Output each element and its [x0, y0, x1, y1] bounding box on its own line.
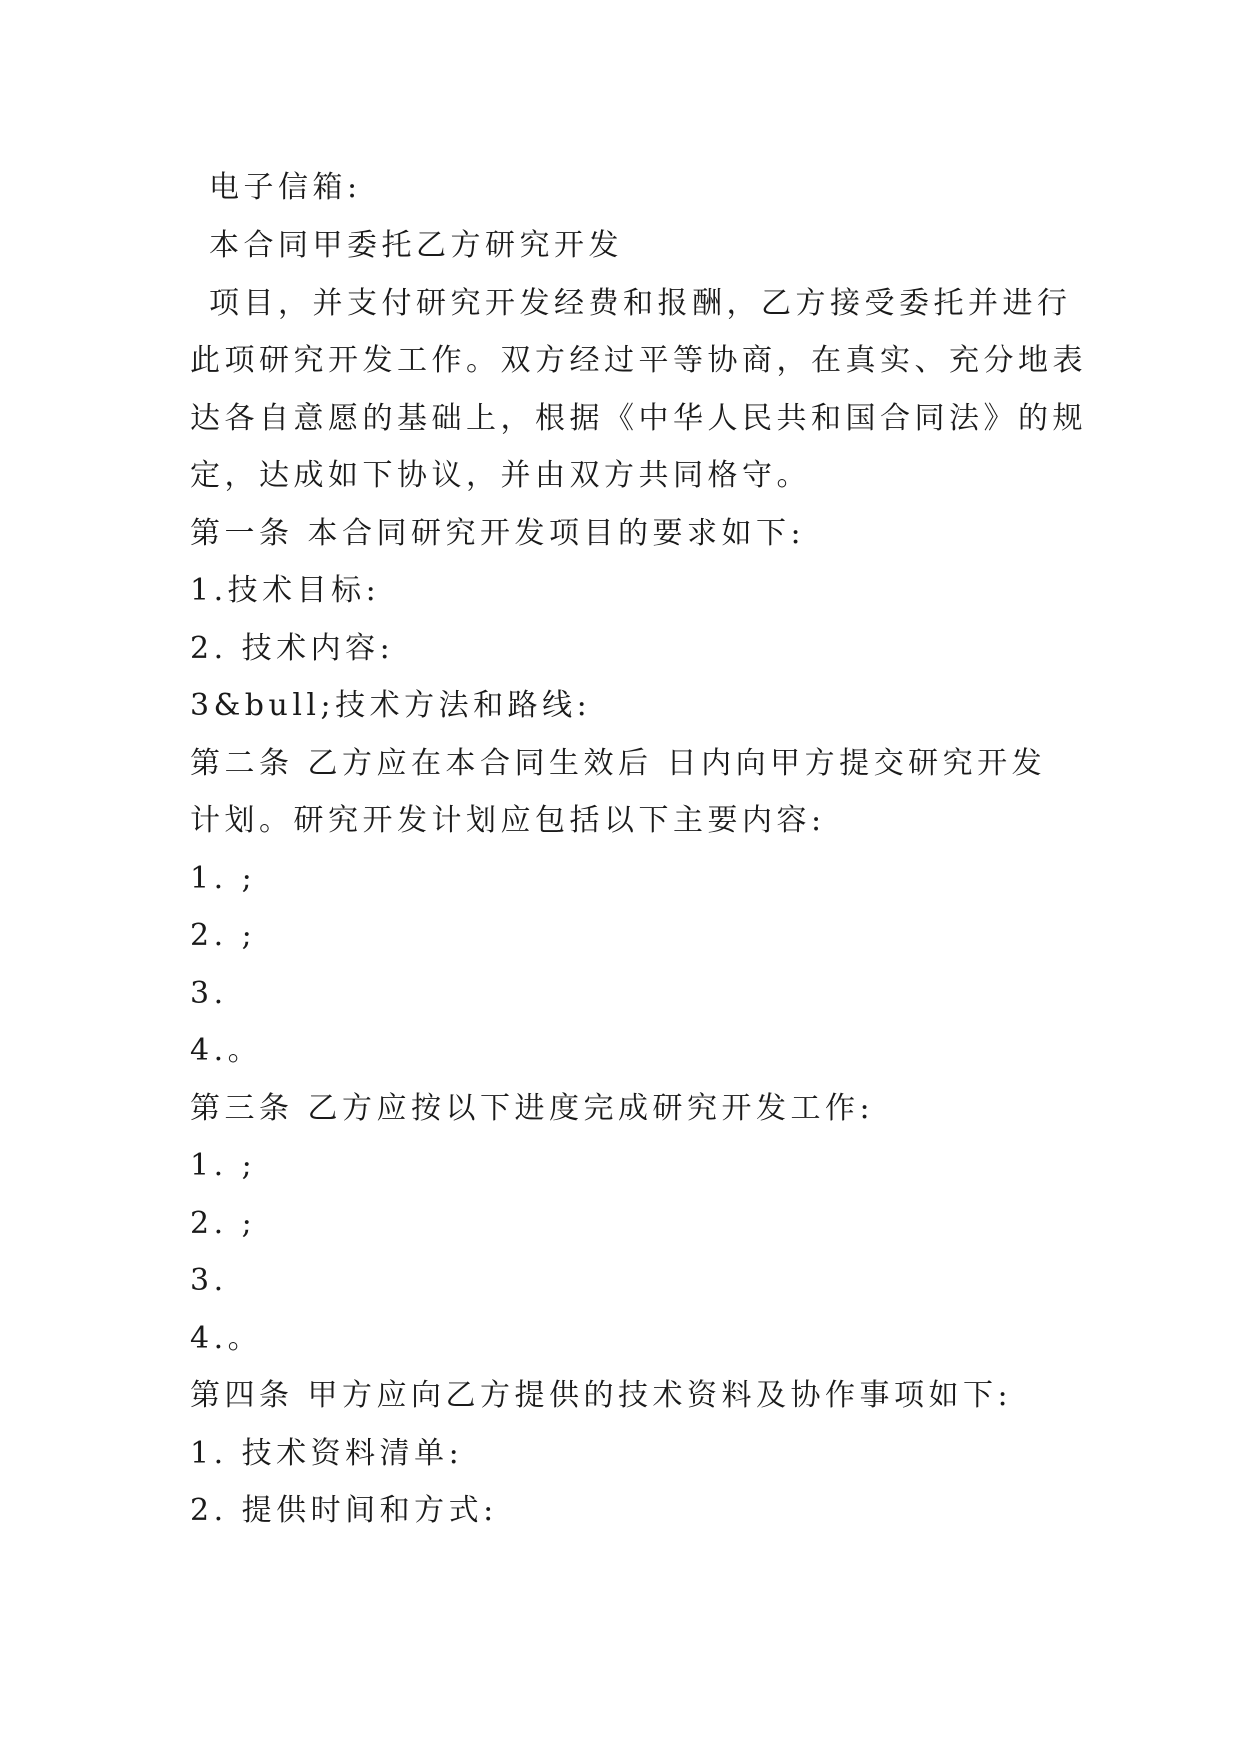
article-4-heading: 第四条 甲方应向乙方提供的技术资料及协作事项如下:: [190, 1378, 1013, 1413]
article-4-item-1: 1. 技术资料清单:: [190, 1436, 464, 1471]
article-2-item-2: 2. ;: [190, 918, 257, 953]
text-line-intro-1: 本合同甲委托乙方研究开发: [209, 228, 623, 263]
article-3-item-3: 3.: [190, 1263, 228, 1298]
article-3-heading: 第三条 乙方应按以下进度完成研究开发工作:: [190, 1091, 875, 1126]
article-1-heading: 第一条 本合同研究开发项目的要求如下:: [190, 516, 806, 551]
text-line-email: 电子信箱:: [209, 170, 362, 205]
article-2-heading-2: 计划。研究开发计划应包括以下主要内容:: [190, 803, 826, 838]
article-2-heading-1: 第二条 乙方应在本合同生效后 日内向甲方提交研究开发: [190, 746, 1047, 781]
article-3-item-2: 2. ;: [190, 1206, 257, 1241]
text-line-intro-4: 达各自意愿的基础上，根据《中华人民共和国合同法》的规: [190, 401, 1087, 436]
article-2-item-4: 4.。: [190, 1033, 263, 1068]
text-line-intro-3: 此项研究开发工作。双方经过平等协商，在真实、充分地表: [190, 343, 1087, 378]
article-1-item-2: 2. 技术内容:: [190, 631, 395, 666]
article-2-item-3: 3.: [190, 976, 228, 1011]
text-line-intro-2: 项目，并支付研究开发经费和报酬，乙方接受委托并进行: [209, 286, 1072, 321]
article-1-item-1: 1.技术目标:: [190, 573, 381, 608]
article-4-item-2: 2. 提供时间和方式:: [190, 1493, 498, 1528]
article-3-item-1: 1. ;: [190, 1148, 257, 1183]
text-line-intro-5: 定，达成如下协议，并由双方共同格守。: [190, 458, 811, 493]
article-1-item-3: 3&bull;技术方法和路线:: [190, 688, 592, 723]
article-3-item-4: 4.。: [190, 1321, 263, 1356]
article-2-item-1: 1. ;: [190, 861, 257, 896]
